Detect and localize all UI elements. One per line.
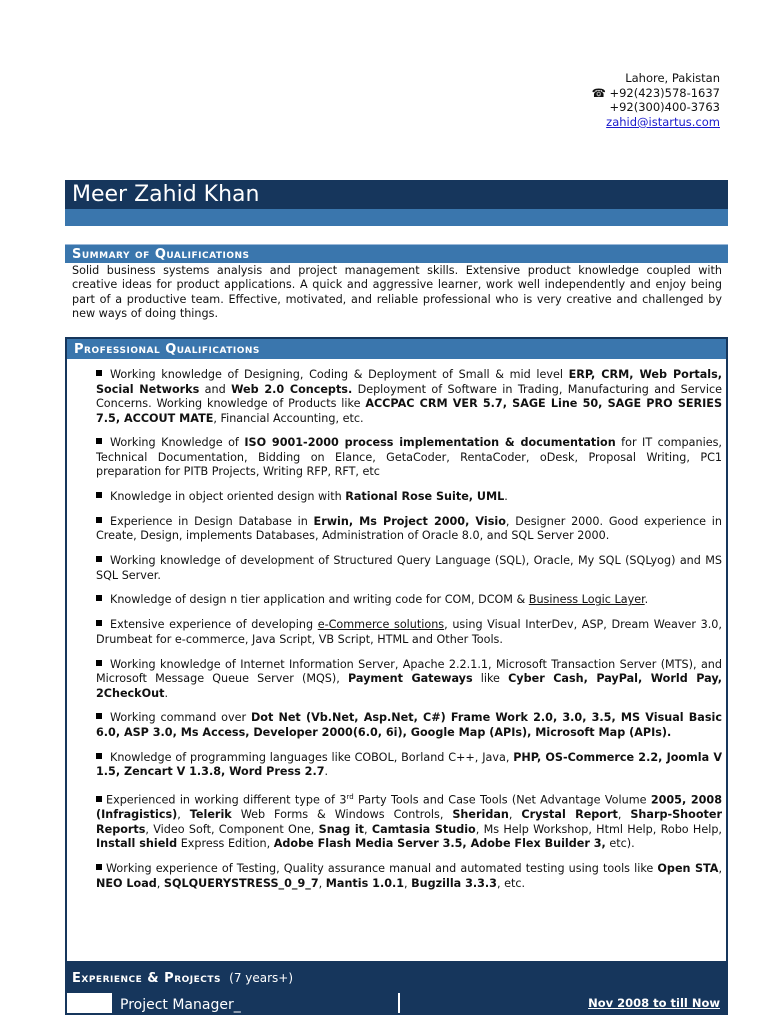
qualification-text: Working command over	[110, 711, 251, 725]
qualification-text: Extensive experience of developing	[110, 618, 318, 632]
qualification-item	[96, 658, 722, 702]
qualification-text: Experienced in working different type of 3	[106, 793, 347, 807]
qualification-text[interactable]: Business Logic Layer	[528, 593, 645, 607]
qualification-item	[96, 751, 722, 780]
contact-city: Lahore, Pakistan	[625, 71, 720, 85]
bullet-icon	[96, 595, 102, 601]
qualification-text: .	[504, 490, 508, 504]
qualification-text: Camtasia Studio	[371, 822, 476, 836]
qualification-item	[96, 436, 722, 480]
qualification-text: Working experience of Testing, Quality assurance manual and automated testing using tools like	[106, 862, 658, 875]
qualification-text: , Designer 2000. Good experience in Create, Design, implements Databases, Administration of Oracle 8.0, and SQL Server 2000.	[96, 514, 723, 543]
qualification-text: Web Forms & Windows Controls,	[231, 808, 453, 822]
qualification-text: .	[164, 686, 169, 700]
qualification-text: Party Tools and Case Tools (Net Advantage Volume	[353, 793, 651, 807]
role-title: Project Manager_	[112, 993, 398, 1013]
bullet-icon	[96, 438, 102, 444]
bullet-icon	[96, 796, 102, 802]
role-dates	[398, 993, 726, 1013]
qualification-text: , etc.	[496, 876, 526, 890]
qualification-item	[96, 790, 722, 852]
qualification-text: Experience in Design Database in	[110, 514, 314, 528]
qualification-text: Knowledge of programming languages like COBOL, Borland C++, Java,	[110, 750, 514, 764]
contact-phone-line	[591, 86, 720, 101]
qualification-text: SQLQUERYSTRESS_0_9_7	[163, 876, 319, 890]
qualification-text: ,	[156, 876, 164, 890]
qualification-text: Adobe Flash Media Server 3.5, Adobe Flex Builder 3,	[273, 837, 606, 851]
qualification-text: Web 2.0 Concepts.	[231, 382, 353, 396]
bullet-icon	[96, 370, 102, 376]
qualification-text: Erwin, Ms Project 2000, Visio	[313, 514, 506, 528]
summary-text: Solid business systems analysis and project management skills. Extensive product knowledge coupled with creative ideas for product applications. A quick and aggressive learner, work well independently and enjoy being part of a productive team. Effective, motivated, and reliable professional who is very creative and challenged by new ways of doing things.	[72, 264, 722, 321]
qualification-text: , using Visual InterDev, ASP, Dream Weaver 3.0, Drumbeat for e-commerce, Java Script, VB Script, HTML and Other Tools.	[96, 618, 722, 646]
qualification-text: ,	[508, 808, 522, 822]
qualification-text: ACCPAC CRM VER 5.7, SAGE Line 50, SAGE PRO SERIES 7.5, ACCOUT MATE	[96, 397, 722, 425]
qualification-text: ,	[177, 808, 190, 822]
qualification-text: , Financial Accounting, etc.	[213, 411, 364, 425]
qualification-text: 2005, 2008 (Infragistics)	[96, 793, 723, 822]
bullet-icon	[96, 753, 102, 759]
qualification-text: ISO 9001-2000 process implementation & documentation	[244, 436, 616, 450]
name-header-underbar	[65, 209, 728, 226]
qualification-text: like	[472, 672, 509, 686]
qualification-text: .	[644, 593, 649, 607]
qualification-text: Install shield	[96, 837, 178, 851]
qualification-item	[96, 711, 722, 740]
qualification-text: Mantis 1.0.1	[325, 876, 405, 890]
qualification-text: etc).	[605, 837, 635, 851]
contact-phone-1: +92(423)578-1637	[609, 85, 720, 100]
qualification-text: ,	[318, 876, 326, 890]
qualification-text: and	[199, 382, 232, 396]
qualification-text: Sheridan	[452, 808, 509, 822]
qualification-text: , Ms Help Workshop, Html Help, Robo Help,	[475, 822, 722, 836]
qualification-text: Crystal Report	[521, 808, 618, 822]
experience-heading-bar	[65, 963, 728, 991]
qualification-text: ,	[404, 876, 412, 890]
qualification-text: Express Edition,	[177, 837, 274, 851]
bullet-icon	[96, 660, 102, 666]
qualification-text: Snag it	[318, 822, 365, 836]
role-dates-text: Nov 2008 to till Now	[588, 996, 720, 1010]
qualification-text: Knowledge in object oriented design with	[110, 490, 346, 504]
qualification-item	[96, 862, 722, 891]
contact-block	[591, 71, 720, 129]
bullet-icon	[96, 517, 102, 523]
phone-icon: ☎	[591, 85, 606, 100]
qualification-text: ,	[617, 808, 631, 822]
bullet-icon	[96, 492, 102, 498]
qualification-text: Telerik	[189, 808, 232, 822]
qualification-text[interactable]: e-Commerce solutions	[317, 618, 445, 632]
contact-email-link[interactable]: zahid@istartus.com	[606, 114, 720, 129]
qualification-text: for IT companies, Technical Documentation, Bidding on Elance, GetaCoder, RentaCoder, oDesk, Proposal Writing, PC1 preparation for PITB Projects, Writing RFP, RFT, etc	[96, 436, 722, 479]
qualification-text: rd	[346, 792, 354, 801]
qualification-text: Rational Rose Suite, UML	[345, 490, 505, 504]
qualification-text: Payment Gateways	[348, 672, 473, 686]
qualification-text: Working knowledge of Internet Information Server, Apache 2.2.1.1, Microsoft Transaction Server (MTS), and Microsoft Message Queue Server (MQS),	[96, 657, 722, 686]
qualifications-list	[96, 368, 722, 901]
contact-phone-2: +92(300)400-3763	[609, 100, 720, 115]
qualification-item	[96, 554, 722, 583]
qualification-text: Working knowledge of development of Structured Query Language (SQL), Oracle, My SQL (SQLyog) and MS SQL Server.	[96, 554, 722, 582]
qualification-text: NEO Load	[96, 876, 157, 890]
qualification-text: ,	[364, 822, 372, 836]
qualification-text: PHP, OS-Commerce 2.2, Joomla V 1.5, Zencart V 1.3.8, Word Press 2.7	[96, 750, 722, 779]
professional-qualifications-heading: Professional Qualifications	[67, 339, 726, 359]
name-header: Meer Zahid Khan	[65, 180, 728, 209]
qualification-text: Knowledge of design n tier application and writing code for COM, DCOM &	[110, 593, 529, 607]
qualification-text: Sharp-Shooter Reports	[96, 808, 722, 836]
bullet-icon	[96, 556, 102, 562]
qualification-text: ,	[718, 862, 722, 875]
qualification-item	[96, 515, 722, 544]
qualification-item	[96, 618, 722, 647]
qualification-text: ERP, CRM, Web Portals, Social Networks	[96, 368, 722, 396]
bullet-icon	[96, 713, 102, 719]
qualification-text: Deployment of Software in Trading, Manufacturing and Service Concerns. Working knowledge of Products like	[96, 382, 722, 410]
qualification-text: Working knowledge of Designing, Coding & Deployment of Small & mid level	[110, 368, 569, 381]
role-spacer	[67, 993, 112, 1013]
qualification-text: Working Knowledge of	[110, 436, 245, 450]
qualification-text: .	[324, 765, 329, 779]
qualification-text: Bugzilla 3.3.3	[411, 876, 497, 890]
qualification-text: Dot Net (Vb.Net, Asp.Net, C#) Frame Work 2.0, 3.0, 3.5, MS Visual Basic 6.0, ASP 3.0, Ms Access, Developer 2000(6.0, 6i), Google Map (APIs), Microsoft Map (APIs).	[96, 711, 722, 739]
qualification-text: , Video Soft, Component One,	[145, 822, 319, 836]
experience-years: (7 years+)	[229, 971, 294, 985]
experience-heading: Experience & Projects	[72, 971, 221, 986]
summary-heading: Summary of Qualifications	[65, 244, 728, 263]
role-row	[65, 991, 728, 1015]
qualification-item	[96, 593, 722, 608]
qualification-text: Open STA	[657, 862, 719, 875]
qualification-item	[96, 490, 722, 505]
qualification-item	[96, 368, 722, 426]
bullet-icon	[96, 620, 102, 626]
bullet-icon	[96, 864, 102, 870]
qualification-text: Cyber Cash, PayPal, World Pay, 2CheckOut	[96, 672, 722, 700]
